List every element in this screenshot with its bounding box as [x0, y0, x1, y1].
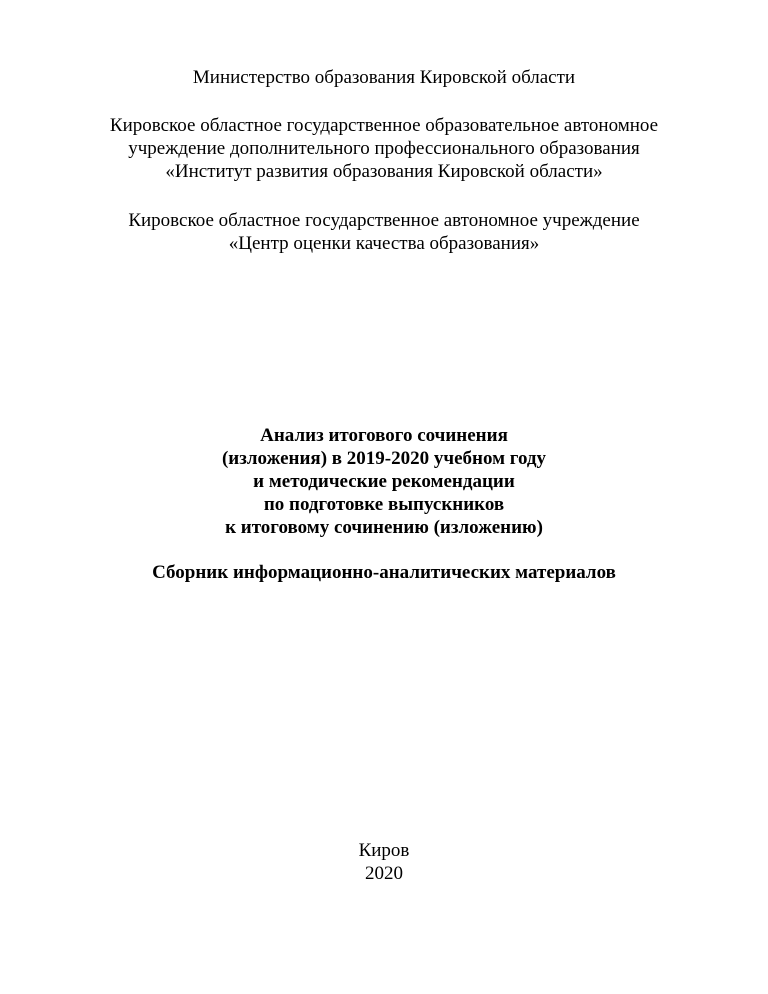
- ministry-name: Министерство образования Кировской области: [192, 67, 576, 88]
- institute-line-1: Кировское областное государственное образовательное автономное: [109, 115, 659, 136]
- institute-line-2: учреждение дополнительного профессионального образования: [128, 138, 640, 159]
- title-line-5: к итоговому сочинению (изложению): [225, 517, 543, 538]
- institute-line-3: «Институт развития образования Кировской области»: [165, 161, 603, 182]
- title-line-1: Анализ итогового сочинения: [260, 425, 508, 446]
- document-subtitle: [0, 561, 768, 584]
- document-title: [0, 424, 768, 539]
- ministry-header: [0, 66, 768, 89]
- year: 2020: [365, 863, 403, 884]
- city: Киров: [358, 840, 410, 861]
- center-header: [0, 209, 768, 255]
- title-line-3: и методические рекомендации: [253, 471, 515, 492]
- title-line-2: (изложения) в 2019-2020 учебном году: [221, 448, 547, 469]
- subtitle-text: Сборник информационно-аналитических материалов: [152, 562, 616, 583]
- center-line-2: «Центр оценки качества образования»: [228, 233, 540, 254]
- document-footer: [0, 839, 768, 885]
- title-line-4: по подготовке выпускников: [263, 494, 505, 515]
- institute-header: [0, 114, 768, 183]
- center-line-1: Кировское областное государственное автономное учреждение: [128, 210, 640, 231]
